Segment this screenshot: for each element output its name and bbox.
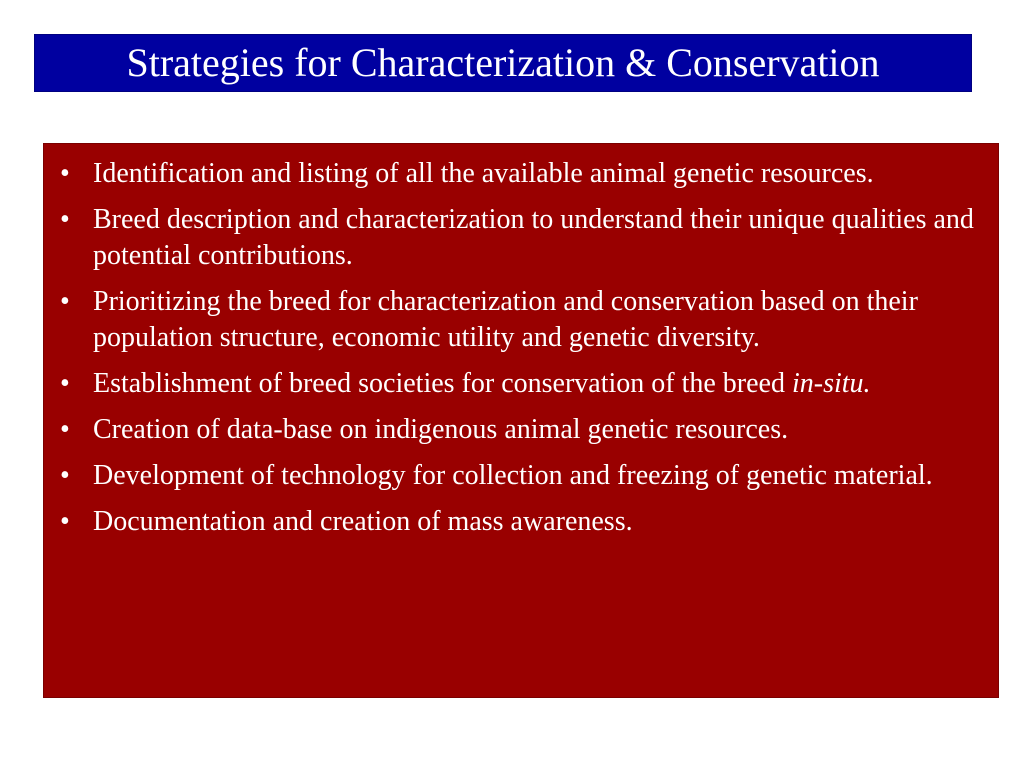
bullet-item [56, 504, 986, 540]
bullet-icon: • [60, 414, 70, 445]
bullet-item [56, 412, 986, 448]
slide-title-banner [34, 34, 972, 92]
bullet-text: Establishment of breed societies for conservation of the breed [93, 368, 792, 399]
bullet-item [56, 156, 986, 192]
bullet-text: Development of technology for collection and freezing of genetic material. [93, 460, 933, 491]
bullet-list [56, 156, 986, 540]
slide-title: Strategies for Characterization & Conservation [126, 40, 880, 85]
bullet-item [56, 366, 986, 402]
bullet-text: Documentation and creation of mass awareness. [93, 506, 633, 537]
bullet-icon: • [60, 460, 70, 491]
bullet-icon: • [60, 286, 70, 317]
bullet-icon: • [60, 158, 70, 189]
bullet-item [56, 284, 986, 356]
bullet-icon: • [60, 204, 70, 235]
bullet-text: Prioritizing the breed for characterization and conservation based on their population structure, economic utility and genetic diversity. [93, 286, 918, 353]
bullet-text: Breed description and characterization to understand their unique qualities and potential contributions. [93, 204, 974, 271]
bullet-item [56, 202, 986, 274]
bullet-content-panel [43, 143, 999, 698]
bullet-text: Identification and listing of all the available animal genetic resources. [93, 158, 874, 189]
bullet-icon: • [60, 368, 70, 399]
bullet-text: Creation of data-base on indigenous animal genetic resources. [93, 414, 789, 445]
bullet-icon: • [60, 506, 70, 537]
bullet-text-italic: in-situ. [792, 368, 871, 399]
bullet-item [56, 458, 986, 494]
